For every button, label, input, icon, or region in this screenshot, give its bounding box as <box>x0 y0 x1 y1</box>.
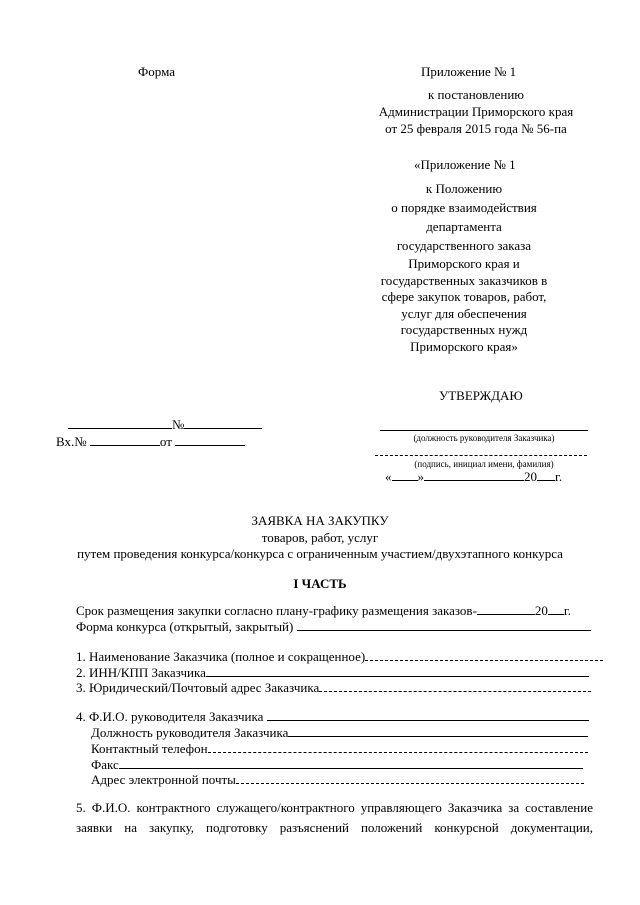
incoming-date-field[interactable] <box>175 434 245 446</box>
term-row: Срок размещения закупки согласно плану-графику размещения заказов- 20 г. <box>76 603 572 618</box>
resolution-line-1: к постановлению <box>427 87 525 102</box>
incoming-number-field[interactable] <box>90 434 160 446</box>
item5-line-1: 5. Ф.И.О. контрактного служащего/контрактного управляющего Заказчика за составление <box>76 800 593 815</box>
regulation-line-4: государственного заказа <box>396 238 532 253</box>
email-field[interactable] <box>236 772 584 784</box>
regulation-line-2: о порядке взаимодействия <box>391 200 537 215</box>
form-row: Форма конкурса (открытый, закрытый) <box>76 619 591 635</box>
item5-line-2: заявки на закупку, подготовку разъяснений положений конкурсной документации, <box>76 820 593 835</box>
item4-fax-row: Факс <box>91 757 583 773</box>
appendix-label: Приложение № 1 <box>421 64 517 79</box>
item2-row: 2. ИНН/КПП Заказчика <box>76 665 589 681</box>
item4-phone-row: Контактный телефон <box>91 741 588 757</box>
item1-row: 1. Наименование Заказчика (полное и сокращенное) <box>76 649 603 665</box>
item3-row: 3. Юридический/Почтовый адрес Заказчика <box>76 680 591 696</box>
date-year-field[interactable] <box>537 469 555 481</box>
regulation-line-9: государственных нужд <box>400 322 528 337</box>
director-name-field[interactable] <box>267 709 589 721</box>
form-label: Форма <box>138 64 175 79</box>
reg-number-field[interactable] <box>68 417 172 429</box>
approval-title: УТВЕРЖДАЮ <box>439 388 523 403</box>
signature-line <box>375 455 587 456</box>
date-day-field[interactable] <box>392 469 418 481</box>
director-position-field[interactable] <box>288 725 588 737</box>
resolution-line-3: от 25 февраля 2015 года № 56-па <box>385 121 567 136</box>
customer-name-field[interactable] <box>365 649 603 661</box>
phone-field[interactable] <box>208 741 588 753</box>
inn-kpp-field[interactable] <box>206 665 589 677</box>
fax-field[interactable] <box>119 757 583 769</box>
item4-email-row: Адрес электронной почты <box>91 772 584 788</box>
appendix2-label: «Приложение № 1 <box>414 157 516 172</box>
regulation-line-3: департамента <box>426 219 502 234</box>
regulation-line-8: услуг для обеспечения <box>401 306 527 321</box>
regulation-line-7: сфере закупок товаров, работ, <box>381 289 547 304</box>
document-subtitle-1: товаров, работ, услуг <box>261 530 379 545</box>
position-caption: (должность руководителя Заказчика) <box>413 433 555 443</box>
resolution-line-2: Администрации Приморского края <box>378 104 574 119</box>
regulation-line-10: Приморского края» <box>410 339 518 354</box>
regulation-line-1: к Положению <box>425 181 503 196</box>
term-date-field[interactable] <box>477 603 535 615</box>
reg-number-value-field[interactable] <box>184 417 262 429</box>
part-heading: I ЧАСТЬ <box>293 576 347 591</box>
item4-row: 4. Ф.И.О. руководителя Заказчика <box>76 709 589 725</box>
item4-position-row: Должность руководителя Заказчика <box>91 725 588 741</box>
signature-caption: (подпись, инициал имени, фамилия) <box>414 459 554 469</box>
approval-date: « » 20 г. <box>385 469 563 484</box>
document-subtitle-2: путем проведения конкурса/конкурса с ограниченным участием/двухэтапного конкурса <box>77 546 563 561</box>
position-line <box>380 430 588 431</box>
term-year-field[interactable] <box>548 603 564 615</box>
regulation-line-6: государственных заказчиков в <box>380 273 548 288</box>
regulation-line-5: Приморского края и <box>408 256 520 271</box>
address-field[interactable] <box>319 680 591 692</box>
form-type-field[interactable] <box>297 619 591 631</box>
date-month-field[interactable] <box>424 469 524 481</box>
document-title: ЗАЯВКА НА ЗАКУПКУ <box>251 513 389 528</box>
incoming-number: Вх.№ от <box>56 434 245 450</box>
registration-number: № <box>68 417 262 433</box>
